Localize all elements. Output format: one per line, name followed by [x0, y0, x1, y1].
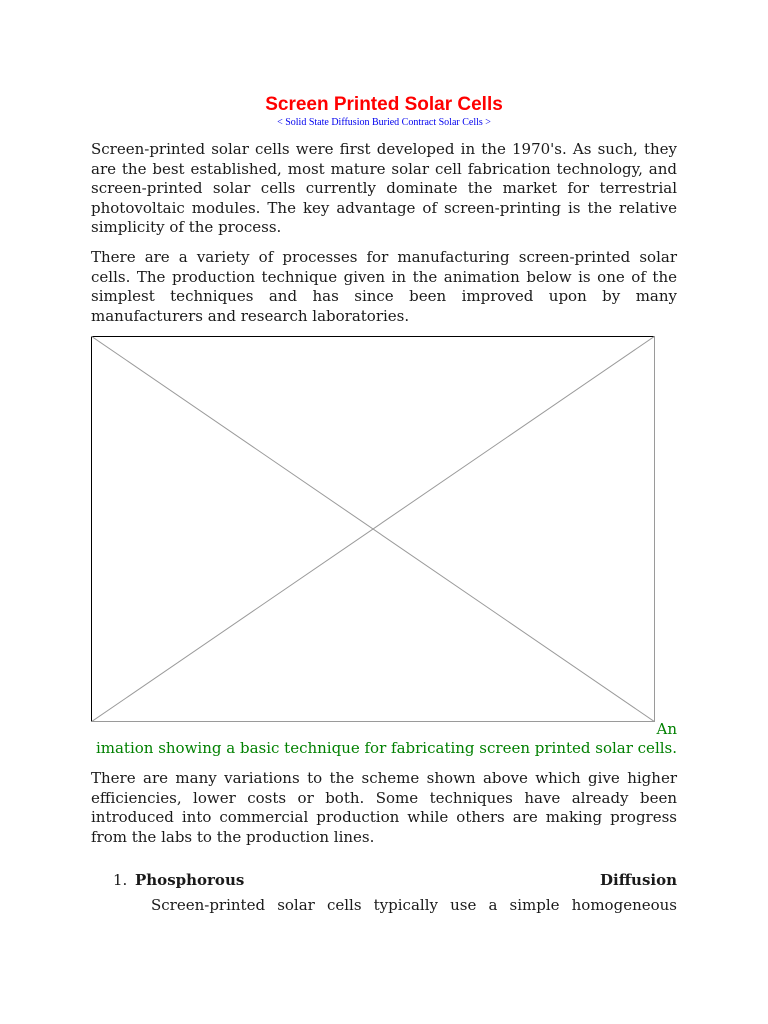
caption-line-2: imation showing a basic technique for fabricating screen printed solar cells. [95, 739, 677, 757]
intro-paragraph: Screen-printed solar cells were first developed in the 1970's. As such, they are the best established, most mature solar cell fabrication technology, and screen-printed solar cells currently dominate the market for terrestrial photovoltaic modules. The key advantage of screen-printing is the relative simplicity of the process. [91, 140, 677, 236]
list-item-number: 1. [113, 871, 128, 889]
nav-next-link[interactable]: Buried Contract Solar Cells [371, 117, 483, 128]
page-title: Screen Printed Solar Cells [265, 94, 503, 115]
page-navigation [91, 117, 677, 129]
process-paragraph: There are a variety of processes for manufacturing screen-printed solar cells. The production technique given in the animation below is one of the simplest techniques and has since been improved upon by many manufacturers and research laboratories. [91, 248, 677, 325]
list-item [115, 871, 677, 891]
animation-placeholder [91, 336, 655, 722]
list-item-text: Screen-printed solar cells typically use a simple homogeneous [151, 896, 677, 914]
list-item-heading-left: Phosphorous [135, 871, 245, 889]
nav-next-marker: > [485, 117, 491, 128]
list-item-heading-right: Diffusion [600, 871, 677, 889]
nav-prev-marker: < [277, 117, 283, 128]
nav-prev-link[interactable]: Solid State Diffusion [285, 117, 370, 128]
variations-paragraph: There are many variations to the scheme shown above which give higher efficiencies, lower costs or both. Some techniques have already been introduced into commercial production while others are making progress from the labs to the production lines. [91, 769, 677, 846]
caption-line-1: An [656, 720, 677, 738]
